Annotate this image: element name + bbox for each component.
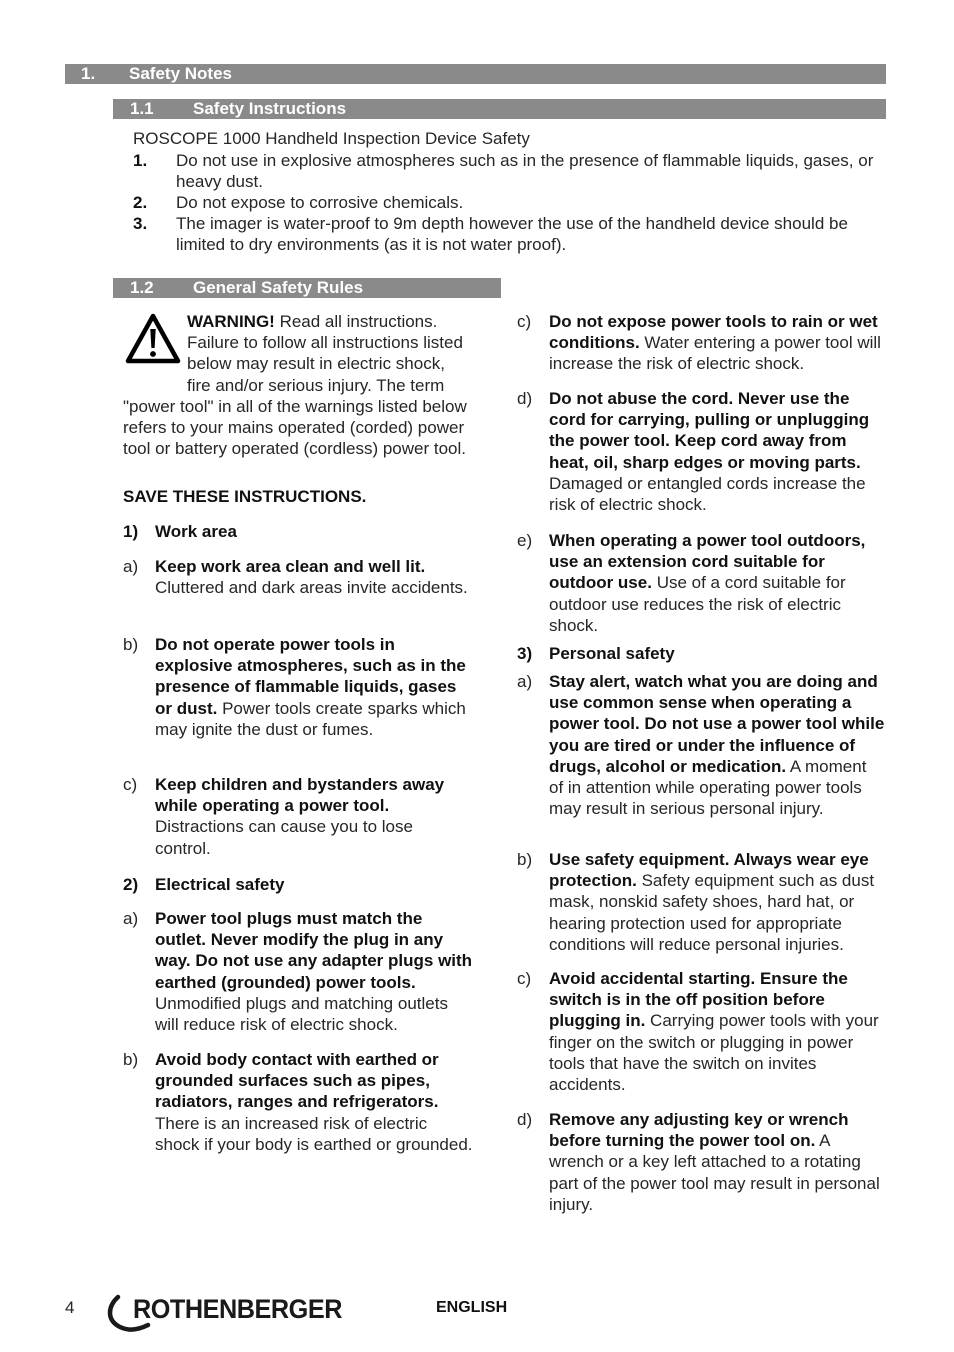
rule-2c [517, 311, 885, 375]
group-title: Work area [155, 522, 237, 541]
instruction-number: 2. [133, 193, 148, 212]
rule-text [549, 530, 885, 636]
rule-explanation: Cluttered and dark areas invite accidents. [155, 578, 468, 598]
rule-letter: a) [517, 672, 533, 691]
rule-emphasis: Use safety equipment. Always wear eye protection. [549, 850, 869, 891]
warning-block [123, 311, 473, 459]
warning-label: WARNING! [187, 312, 275, 331]
rule-2b [123, 1049, 473, 1155]
rule-letter: a) [123, 909, 139, 928]
warning-triangle-icon [123, 311, 187, 395]
safety-instructions-intro: ROSCOPE 1000 Handheld Inspection Device Safety [133, 129, 530, 148]
group-heading-work-area [123, 521, 473, 542]
rule-emphasis: Do not expose power tools to rain or wet conditions. [549, 312, 878, 353]
instruction-number: 3. [133, 214, 148, 233]
rule-1a [123, 556, 473, 598]
section-bar-safety-instructions [113, 99, 886, 119]
rule-explanation: Power tools create sparks which may ignite the dust or fumes. [155, 698, 466, 739]
rule-letter: d) [517, 389, 533, 408]
rule-letter: b) [123, 635, 139, 654]
save-instructions-notice: SAVE THESE INSTRUCTIONS. [123, 487, 367, 506]
group-number: 3) [517, 644, 533, 663]
rule-explanation: Safety equipment such as dust mask, nonskid safety shoes, hard hat, or hearing protection used for appropriate conditions will reduce personal injuries. [549, 871, 875, 954]
rule-3a [517, 671, 885, 819]
rule-emphasis: Avoid body contact with earthed or grounded surfaces such as pipes, radiators, ranges and refrigerators. [155, 1050, 439, 1112]
rule-3b [517, 849, 885, 955]
group-heading-personal-safety [517, 643, 885, 664]
rule-explanation: There is an increased risk of electric shock if your body is earthed or grounded. [155, 1113, 473, 1154]
rule-explanation: Unmodified plugs and matching outlets will reduce risk of electric shock. [155, 993, 448, 1035]
rule-text [155, 774, 473, 859]
instruction-text: The imager is water-proof to 9m depth however the use of the handheld device should be limited to dry environments (as it is not water proof). [176, 214, 848, 254]
rule-2a [123, 908, 473, 1035]
section-number: 1.1 [130, 99, 154, 118]
group-title: Electrical safety [155, 875, 285, 894]
section-number: 1.2 [130, 278, 154, 297]
group-number: 2) [123, 875, 139, 894]
language-label: ENGLISH [436, 1299, 508, 1316]
rule-explanation: Carrying power tools with your finger on the switch or plugging in power tools that have the switch on invites accidents. [549, 1011, 879, 1095]
rule-explanation: Distractions can cause you to lose control. [155, 817, 413, 858]
rule-explanation: Damaged or entangled cords increase the risk of electric shock. [549, 473, 866, 515]
section-title: General Safety Rules [193, 278, 364, 297]
rule-letter: b) [517, 850, 533, 869]
section-bar-general-safety-rules [113, 278, 501, 298]
rule-3d [517, 1109, 885, 1215]
rule-emphasis: Remove any adjusting key or wrench before turning the power tool on. [549, 1110, 849, 1151]
rule-2e [517, 530, 885, 636]
rule-text [549, 849, 885, 955]
rule-emphasis: Keep work area clean and well lit. [155, 557, 426, 576]
rule-explanation: A moment of in attention while operating power tools may result in serious personal injury. [549, 756, 867, 819]
rule-text [155, 556, 473, 598]
rule-letter: d) [517, 1110, 533, 1129]
brand-name: ROTHENBERGER [133, 1294, 342, 1324]
instruction-item-3 [133, 213, 886, 255]
rule-explanation: A wrench or a key left attached to a rotating part of the power tool may result in personal injury. [549, 1131, 880, 1214]
rule-explanation: Water entering a power tool will increase the risk of electric shock. [549, 333, 881, 374]
rule-emphasis: When operating a power tool outdoors, use an extension cord suitable for outdoor use. [549, 531, 866, 593]
instruction-number: 1. [133, 151, 148, 170]
rule-3c [517, 968, 885, 1095]
rule-text [155, 908, 473, 1035]
rule-1b [123, 634, 473, 740]
rule-text [549, 1109, 885, 1215]
rule-letter: c) [517, 969, 532, 988]
rule-letter: c) [517, 312, 532, 331]
group-title: Personal safety [549, 644, 675, 663]
rule-emphasis: Do not abuse the cord. Never use the cord for carrying, pulling or unplugging the power tool. Keep cord away from heat, oil, sharp edges or moving parts. [549, 389, 870, 472]
rule-letter: c) [123, 775, 138, 794]
rule-emphasis: Keep children and bystanders away while operating a power tool. [155, 775, 445, 816]
rule-text [549, 968, 885, 1095]
instruction-item-2 [133, 192, 886, 213]
rule-letter: b) [123, 1050, 139, 1069]
rule-emphasis: Stay alert, watch what you are doing and use common sense when operating a power tool. Do not use a power tool while you are tired or under the influence of drugs, alcohol or medication. [549, 672, 885, 776]
section-bar-safety-notes [65, 64, 886, 84]
rule-1c [123, 774, 473, 859]
group-heading-electrical-safety [123, 874, 473, 895]
section-title: Safety Notes [129, 64, 232, 83]
section-title: Safety Instructions [193, 99, 347, 118]
rule-emphasis: Do not operate power tools in explosive atmospheres, such as in the presence of flammable liquids, gases or dust. [155, 635, 466, 718]
group-number: 1) [123, 522, 139, 541]
rule-letter: e) [517, 531, 533, 550]
rule-emphasis: Power tool plugs must match the outlet. Never modify the plug in any way. Do not use any adapter plugs with earthed (grounded) power tools. [155, 909, 473, 992]
rule-emphasis: Avoid accidental starting. Ensure the switch is in the off position before plugging in. [549, 969, 848, 1031]
rule-2d [517, 388, 885, 515]
rule-explanation: Use of a cord suitable for outdoor use reduces the risk of electric shock. [549, 573, 846, 635]
rule-text [549, 671, 885, 819]
page-number: 4 [65, 1298, 75, 1317]
rule-text [549, 311, 885, 375]
brand-logo [104, 1290, 349, 1334]
rule-text [155, 1049, 473, 1155]
instruction-text: Do not expose to corrosive chemicals. [176, 193, 464, 212]
rule-letter: a) [123, 557, 139, 576]
rule-text [549, 388, 885, 515]
warning-body: Read all instructions. Failure to follow all instructions listed below may result in electric shock, fire and/or serious injury. The term "power tool" in all of the warnings listed below refers to your mains operated (corded) power tool or battery operated (cordless) power tool. [123, 312, 467, 459]
instruction-item-1 [133, 150, 886, 192]
instruction-text: Do not use in explosive atmospheres such as in the presence of flammable liquids, gases, or heavy dust. [176, 151, 874, 191]
section-number: 1. [81, 64, 96, 83]
rule-text [155, 634, 473, 740]
